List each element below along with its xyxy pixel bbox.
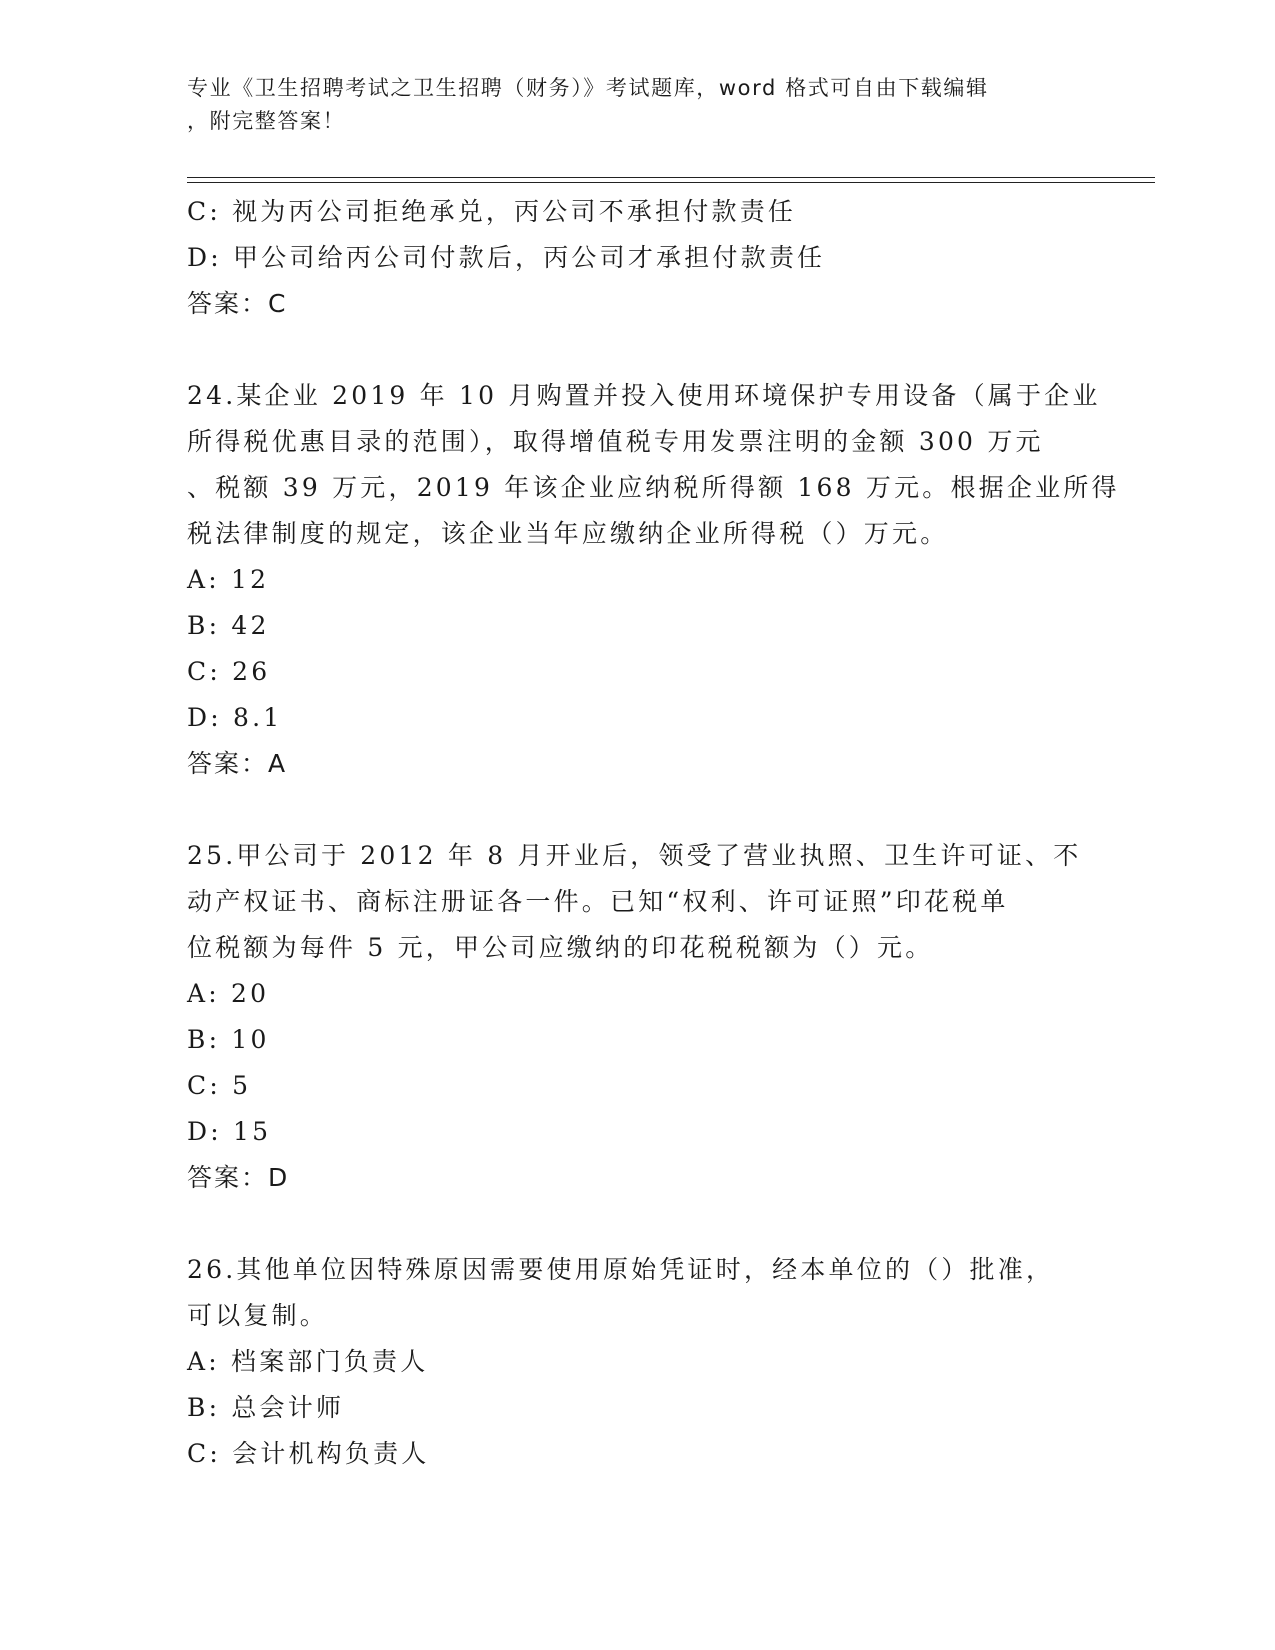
option-b: B: 42 bbox=[187, 611, 270, 640]
stem-line: 可以复制。 bbox=[187, 1301, 329, 1330]
stem-line: 24.某企业 2019 年 10 月购置并投入使用环境保护专用设备（属于企业 bbox=[187, 381, 1101, 410]
document-header bbox=[187, 72, 1087, 138]
option-a: A: 20 bbox=[187, 979, 270, 1008]
stem-line: 25.甲公司于 2012 年 8 月开业后，领受了营业执照、卫生许可证、不 bbox=[187, 841, 1082, 870]
option-d: D: 甲公司给丙公司付款后，丙公司才承担付款责任 bbox=[187, 243, 826, 272]
option-c: C: 26 bbox=[187, 657, 271, 686]
header-divider-top bbox=[187, 177, 1155, 178]
stem-line: 税法律制度的规定，该企业当年应缴纳企业所得税（）万元。 bbox=[187, 519, 949, 548]
spacer bbox=[187, 327, 1087, 373]
option-b: B: 总会计师 bbox=[187, 1393, 345, 1422]
stem-line: 位税额为每件 5 元，甲公司应缴纳的印花税税额为（）元。 bbox=[187, 933, 934, 962]
question-stem bbox=[187, 373, 1120, 557]
header-divider-bottom bbox=[187, 182, 1155, 183]
option-a: A: 12 bbox=[187, 565, 270, 594]
document-body bbox=[187, 189, 1120, 1477]
option-c: C: 视为丙公司拒绝承兑，丙公司不承担付款责任 bbox=[187, 197, 797, 226]
question-24 bbox=[187, 373, 1120, 787]
question-23-tail bbox=[187, 189, 1087, 327]
option-c: C: 会计机构负责人 bbox=[187, 1439, 430, 1468]
answer-line: 答案：D bbox=[187, 1163, 290, 1192]
spacer bbox=[187, 787, 1087, 833]
spacer bbox=[187, 1201, 1087, 1247]
option-d: D: 8.1 bbox=[187, 703, 283, 732]
question-stem bbox=[187, 833, 1087, 971]
stem-line: 26.其他单位因特殊原因需要使用原始凭证时，经本单位的（）批准， bbox=[187, 1255, 1055, 1284]
question-25 bbox=[187, 833, 1087, 1201]
question-stem bbox=[187, 1247, 1087, 1339]
header-line-2: ，附完整答案！ bbox=[187, 109, 346, 133]
stem-line: 所得税优惠目录的范围），取得增值税专用发票注明的金额 300 万元 bbox=[187, 427, 1044, 456]
answer-line: 答案：A bbox=[187, 749, 288, 778]
option-d: D: 15 bbox=[187, 1117, 272, 1146]
stem-line: 、税额 39 万元，2019 年该企业应纳税所得额 168 万元。根据企业所得 bbox=[187, 473, 1120, 502]
option-b: B: 10 bbox=[187, 1025, 270, 1054]
option-a: A: 档案部门负责人 bbox=[187, 1347, 429, 1376]
header-line-1: 专业《卫生招聘考试之卫生招聘（财务）》考试题库，word 格式可自由下载编辑 bbox=[187, 76, 989, 100]
question-26 bbox=[187, 1247, 1087, 1477]
answer-line: 答案：C bbox=[187, 289, 288, 318]
stem-line: 动产权证书、商标注册证各一件。已知“权利、许可证照”印花税单 bbox=[187, 887, 1009, 916]
option-c: C: 5 bbox=[187, 1071, 252, 1100]
